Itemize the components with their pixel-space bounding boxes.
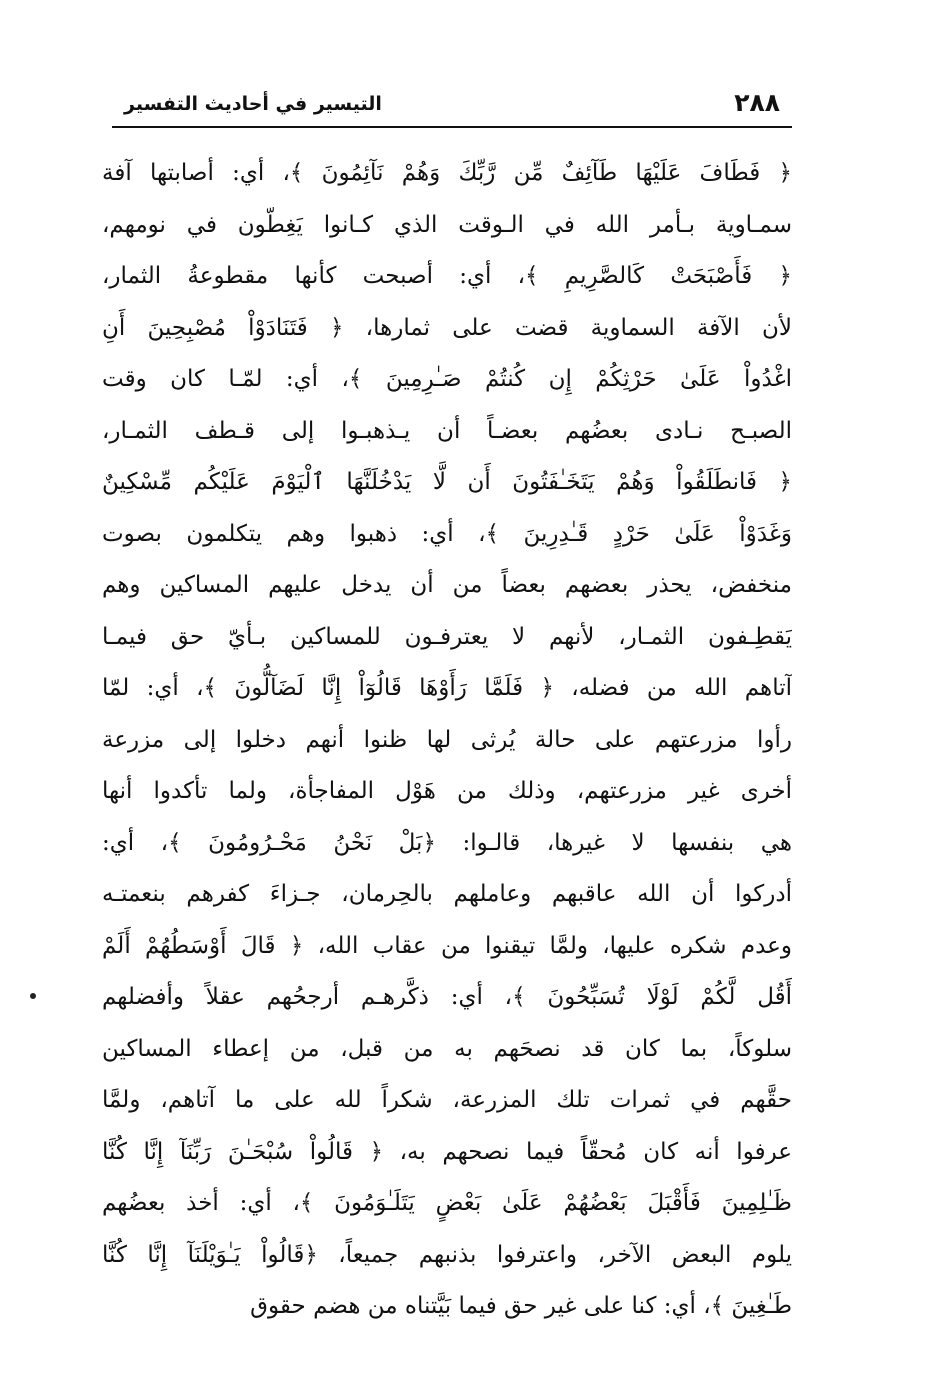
text-line: أدركوا أن الله عاقبهم وعاملهم بالحِرمان، جـزاءَ كفرهم بنعمتـه (102, 881, 792, 907)
text-line: الصبـح نـادى بعضُهم بعضـاً أن يـذهبـوا إلى قـطف الثمـار، (102, 417, 792, 444)
text-line: أَقُل لَّكُمْ لَوْلَا تُسَبِّحُونَ ﴾، أي: ذكَّرهـم أرجحُهم عقلاً وأفضلهم (102, 984, 792, 1010)
text-line: ﴿ فَطَافَ عَلَيْهَا طَآئِفٌ مِّن رَّبِّكَ وَهُمْ نَآئِمُونَ ﴾، أي: أصابتها آفة (102, 160, 792, 186)
text-line: منخفض، يحذر بعضهم بعضاً من أن يدخل عليهم المساكين وهم (102, 572, 792, 598)
page-header (112, 86, 792, 126)
page-number: ٢٨٨ (734, 88, 780, 117)
text-line: وعدم شكره عليها، ولمَّا تيقنوا من عقاب الله، ﴿ قَالَ أَوْسَطُهُمْ أَلَمْ (102, 932, 792, 959)
header-divider (112, 126, 792, 128)
text-line: اغْدُواْ عَلَىٰ حَرْثِكُمْ إِن كُنتُمْ صَـٰرِمِينَ ﴾، أي: لمّـا كان وقت (102, 366, 792, 392)
text-line: أخرى غير مزرعتهم، وذلك من هَوْل المفاجأة، ولما تأكدوا أنها (102, 778, 792, 804)
running-title: التيسير في أحاديث التفسير (124, 93, 382, 115)
text-line: ظَـٰلِمِينَ فَأَقْبَلَ بَعْضُهُمْ عَلَىٰ بَعْضٍ يَتَلَـٰوَمُونَ ﴾، أي: أخذ بعضُهم (102, 1190, 792, 1216)
text-line: آتاهم الله من فضله، ﴿ فَلَمَّا رَأَوْهَا قَالُوٓاْ إِنَّا لَضَآلُّونَ ﴾، أي: لمّا (102, 675, 792, 701)
text-line: يَقطِـفون الثمـار، لأنهم لا يعترفـون للمساكين بـأيّ حق فيمـا (102, 623, 792, 650)
text-line: طَـٰغِينَ ﴾، أي: كنا على غير حق فيما بَيَّتناه من هضم حقوق (250, 1293, 792, 1319)
text-line: عرفوا أنه كان مُحقّاً فيما نصحهم به، ﴿ قَالُواْ سُبْحَـٰنَ رَبِّنَآ إِنَّا كُنَّا (102, 1138, 792, 1165)
text-line: وَغَدَوْاْ عَلَىٰ حَرْدٍ قَـٰدِرِينَ ﴾، أي: ذهبوا وهم يتكلمون بصوت (102, 520, 792, 547)
body-text (102, 148, 792, 1333)
text-line: هي بنفسها لا غيرها، قالـوا: ﴿بَلْ نَحْنُ مَحْـرُومُونَ ﴾، أي: (102, 829, 792, 856)
text-line: سلوكاً، بما كان قد نصحَهم به من قبل، من إعطاء المساكين (102, 1035, 792, 1062)
text-line: يلوم البعض الآخر، واعترفوا بذنبهم جميعاً، ﴿قَالُواْ يَـٰوَيْلَنَآ إِنَّا كُنَّا (102, 1241, 792, 1268)
text-line: سمـاوية بـأمر الله في الـوقت الذي كـانوا يَغِطّون في نومهم، (102, 211, 792, 238)
text-line: حقَّهم في ثمرات تلك المزرعة، شكراً لله على ما آتاهم، ولمَّا (102, 1087, 792, 1113)
scan-speck (30, 993, 36, 999)
text-line: رأوا مزرعتهم على حالة يُرثى لها ظنوا أنهم دخلوا إلى مزرعة (102, 726, 792, 753)
text-line: ﴿ فَأَصْبَحَتْ كَالصَّرِيمِ ﴾، أي: أصبحت كأنها مقطوعةُ الثمار، (102, 263, 792, 289)
text-line: لأن الآفة السماوية قضت على ثمارها، ﴿ فَتَنَادَوْاْ مُصْبِحِينَ أَنِ (102, 314, 792, 341)
text-line: ﴿ فَانطَلَقُواْ وَهُمْ يَتَخَـٰفَتُونَ أَن لَّا يَدْخُلَنَّهَا ٱلْيَوْمَ عَلَيْكُم مِّسْكِينٌ (102, 469, 792, 495)
